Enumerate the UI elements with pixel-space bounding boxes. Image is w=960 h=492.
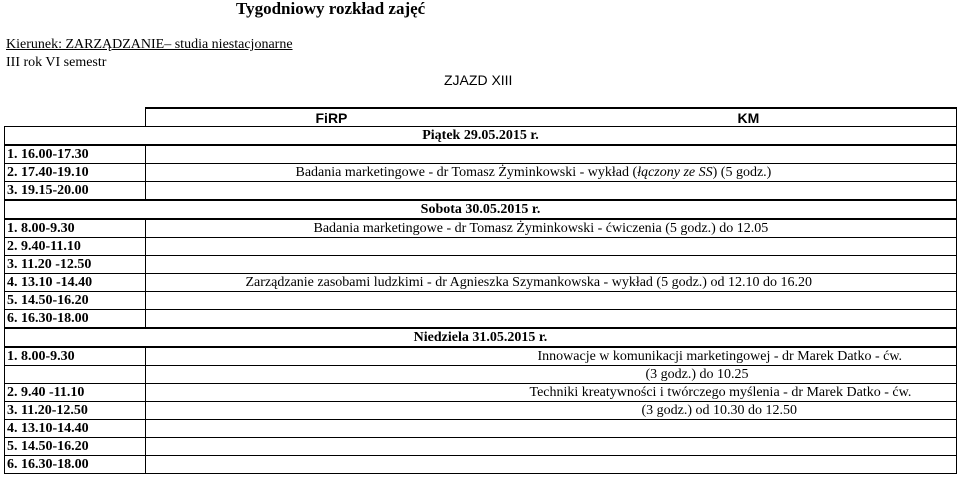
day-header-friday [5, 127, 957, 146]
time-slot: 2. 17.40-19.10 [5, 164, 146, 182]
table-row [5, 456, 957, 474]
rok-label: III rok VI semestr [6, 55, 107, 70]
day-label-saturday: Sobota 30.05.2015 r. [5, 200, 957, 219]
class-cell: Innowacje w komunikacji marketingowej - dr Marek Datko - ćw. [145, 347, 957, 366]
class-cell: Zarządzanie zasobami ludzkimi - dr Agnieszka Szymankowska - wykład (5 godz.) od 12.10 do 16.20 [145, 274, 957, 292]
time-slot: 4. 13.10 -14.40 [5, 274, 146, 292]
time-slot: 3. 19.15-20.00 [5, 182, 146, 201]
column-km: KM [737, 110, 760, 126]
table-row [5, 238, 957, 256]
kierunek-label: Kierunek: ZARZĄDZANIE– studia niestacjonarne [6, 37, 293, 52]
class-cell: Techniki kreatywności i twórczego myślenia - dr Marek Datko - ćw. [145, 384, 957, 402]
table-row [5, 219, 957, 238]
class-cell: Badania marketingowe - dr Tomasz Żyminkowski - ćwiczenia (5 godz.) do 12.05 [145, 219, 957, 238]
day-header-saturday [5, 200, 957, 219]
column-header-row [5, 108, 957, 127]
class-cell: (3 godz.) od 10.30 do 12.50 [145, 402, 957, 420]
table-row [5, 438, 957, 456]
time-slot: 1. 16.00-17.30 [5, 145, 146, 164]
time-slot: 3. 11.20 -12.50 [5, 256, 146, 274]
day-header-sunday [5, 328, 957, 347]
time-slot: 2. 9.40 -11.10 [5, 384, 146, 402]
table-row [5, 274, 957, 292]
table-row [5, 292, 957, 310]
time-slot: 6. 16.30-18.00 [5, 310, 146, 329]
page-title: Tygodniowy rozkład zajęć [236, 0, 426, 18]
time-slot: 4. 13.10-14.40 [5, 420, 146, 438]
column-firp: FiRP [315, 110, 348, 126]
time-slot: 3. 11.20-12.50 [5, 402, 146, 420]
zjazd-label: ZJAZD XIII [444, 72, 513, 88]
time-slot: 1. 8.00-9.30 [5, 219, 146, 238]
table-row [5, 310, 957, 329]
table-row [5, 145, 957, 164]
schedule-table [4, 107, 957, 474]
table-row [5, 420, 957, 438]
table-row [5, 256, 957, 274]
time-slot: 5. 14.50-16.20 [5, 292, 146, 310]
table-row [5, 384, 957, 402]
time-slot: 5. 14.50-16.20 [5, 438, 146, 456]
table-row [5, 182, 957, 201]
time-slot: 2. 9.40-11.10 [5, 238, 146, 256]
time-slot: 6. 16.30-18.00 [5, 456, 146, 474]
time-slot: 1. 8.00-9.30 [5, 347, 146, 366]
class-cell: (3 godz.) do 10.25 [145, 366, 957, 384]
class-cell: Badania marketingowe - dr Tomasz Żyminkowski - wykład (łączony ze SS) (5 godz.) [145, 164, 957, 182]
day-label-sunday: Niedziela 31.05.2015 r. [5, 328, 957, 347]
table-row [5, 164, 957, 182]
table-row [5, 347, 957, 366]
day-label-friday: Piątek 29.05.2015 r. [5, 127, 957, 146]
table-row [5, 402, 957, 420]
table-row [5, 366, 957, 384]
